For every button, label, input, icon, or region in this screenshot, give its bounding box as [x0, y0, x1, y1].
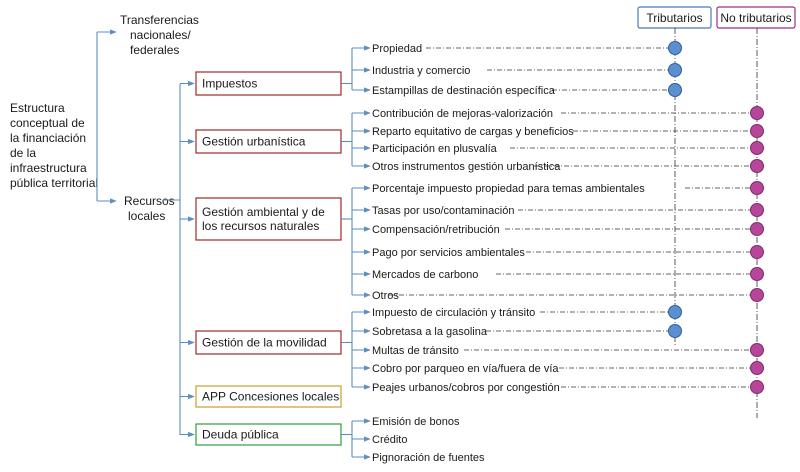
no-tributario-dot [751, 362, 764, 375]
no-tributario-dot [751, 182, 764, 195]
no-tributario-dot [751, 204, 764, 217]
item-label: Sobretasa a la gasolina [372, 326, 487, 338]
group-4 [180, 386, 341, 407]
no-tributario-dot [751, 142, 764, 155]
item-label: Multas de tránsito [372, 345, 459, 357]
no-tributario-dot [751, 246, 764, 259]
no-tributario-dot [751, 125, 764, 138]
group-1 [180, 107, 764, 174]
column-headers [638, 7, 795, 418]
no-tributario-dot [751, 107, 764, 120]
item-label: Compensación/retribución [372, 224, 500, 236]
tributarios-header-label: Tributarios [646, 11, 703, 25]
group-label: Gestión ambiental y de [202, 205, 325, 219]
tributario-dot [669, 306, 682, 319]
group-2 [180, 182, 764, 303]
group-label: Gestión urbanística [202, 134, 306, 149]
group-label: Gestión de la movilidad [202, 335, 327, 350]
item-label: Tasas por uso/contaminación [372, 205, 515, 217]
tributario-dot [669, 42, 682, 55]
recursos-locales-label: Recursos locales [124, 194, 175, 223]
transferencias-label: Transferencias nacionales/ federales [120, 13, 199, 57]
no-tributario-dot [751, 160, 764, 173]
item-label: Industria y comercio [372, 65, 471, 77]
item-label: Reparto equitativo de cargas y beneficios [372, 126, 574, 138]
item-label: Propiedad [372, 43, 423, 55]
group-label: APP Concesiones locales [202, 389, 340, 404]
item-label: Crédito [372, 434, 408, 446]
no-tributario-dot [751, 289, 764, 302]
no-tributario-dot [751, 381, 764, 394]
root-connectors [97, 32, 116, 201]
no-tributario-dot [751, 223, 764, 236]
item-label: Participación en plusvalía [372, 143, 497, 155]
item-label: Cobro por parqueo en vía/fuera de vía [372, 363, 559, 375]
item-label: Otros [372, 290, 399, 302]
item-label: Porcentaje impuesto propiedad para temas ambientales [372, 183, 645, 195]
item-label: Estampillas de destinación específica [372, 85, 555, 97]
item-label: Impuesto de circulación y tránsito [372, 307, 536, 319]
item-label: Otros instrumentos gestión urbanística [372, 161, 561, 173]
item-label: Emisión de bonos [372, 416, 460, 428]
item-label: Pignoración de fuentes [372, 452, 485, 464]
group-label: Deuda pública [202, 427, 279, 442]
groups-layer [180, 42, 764, 465]
no-tributarios-header-label: No tributarios [720, 11, 792, 25]
recursos-connectors [163, 84, 180, 435]
root-label: Estructura conceptual de la financiación de la infraestructura pública territorial [10, 101, 99, 190]
group-label: los recursos naturales [202, 219, 320, 233]
tributario-dot [669, 84, 682, 97]
no-tributario-dot [751, 268, 764, 281]
group-0 [180, 42, 682, 98]
group-5 [180, 416, 485, 464]
group-3 [180, 306, 764, 395]
item-label: Peajes urbanos/cobros por congestión [372, 382, 560, 394]
tributario-dot [669, 64, 682, 77]
item-label: Contribución de mejoras-valorización [372, 108, 553, 120]
item-label: Pago por servicios ambientales [372, 247, 525, 259]
item-label: Mercados de carbono [372, 269, 479, 281]
no-tributario-dot [751, 344, 764, 357]
tributario-dot [669, 325, 682, 338]
group-label: Impuestos [202, 76, 258, 91]
